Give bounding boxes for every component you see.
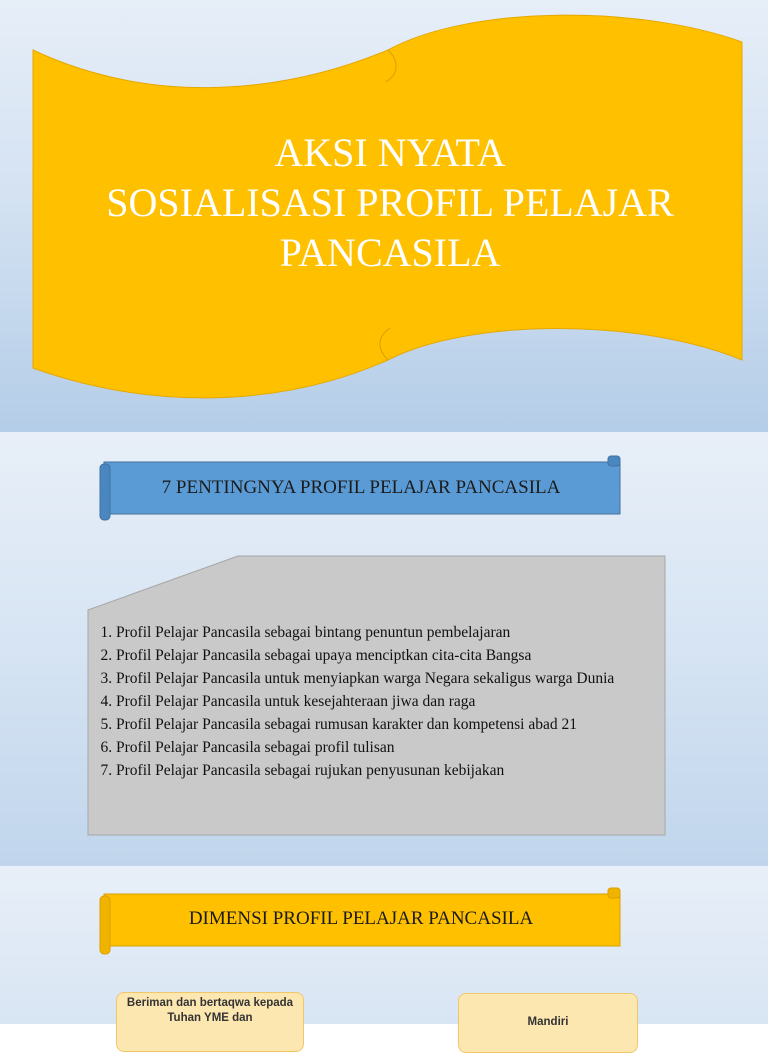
list-item: 1. Profil Pelajar Pancasila sebagai bintang penuntun pembelajaran — [116, 621, 660, 644]
dimension-box-beriman: Beriman dan bertaqwa kepada Tuhan YME dan — [116, 992, 304, 1052]
banner-title-line-1: AKSI NYATA — [274, 130, 506, 175]
list-item: 5. Profil Pelajar Pancasila sebagai rumusan karakter dan kompetensi abad 21 — [116, 713, 660, 736]
importance-list — [92, 621, 660, 782]
dimension-box-mandiri: Mandiri — [458, 993, 638, 1053]
banner-title-line-2: SOSIALISASI PROFIL PELAJAR — [106, 180, 674, 225]
importance-heading: 7 PENTINGNYA PROFIL PELAJAR PANCASILA — [161, 477, 561, 498]
list-item: 2. Profil Pelajar Pancasila sebagai upaya menciptkan cita-cita Bangsa — [116, 644, 660, 667]
dimensions-heading: DIMENSI PROFIL PELAJAR PANCASILA — [188, 908, 534, 929]
list-item: 6. Profil Pelajar Pancasila sebagai profil tulisan — [116, 736, 660, 759]
banner-title-line-3: PANCASILA — [279, 230, 501, 275]
list-item: 4. Profil Pelajar Pancasila untuk kesejahteraan jiwa dan raga — [116, 690, 660, 713]
list-item: 7. Profil Pelajar Pancasila sebagai rujukan penyusunan kebijakan — [116, 759, 660, 782]
list-item: 3. Profil Pelajar Pancasila untuk menyiapkan warga Negara sekaligus warga Dunia — [116, 667, 660, 690]
